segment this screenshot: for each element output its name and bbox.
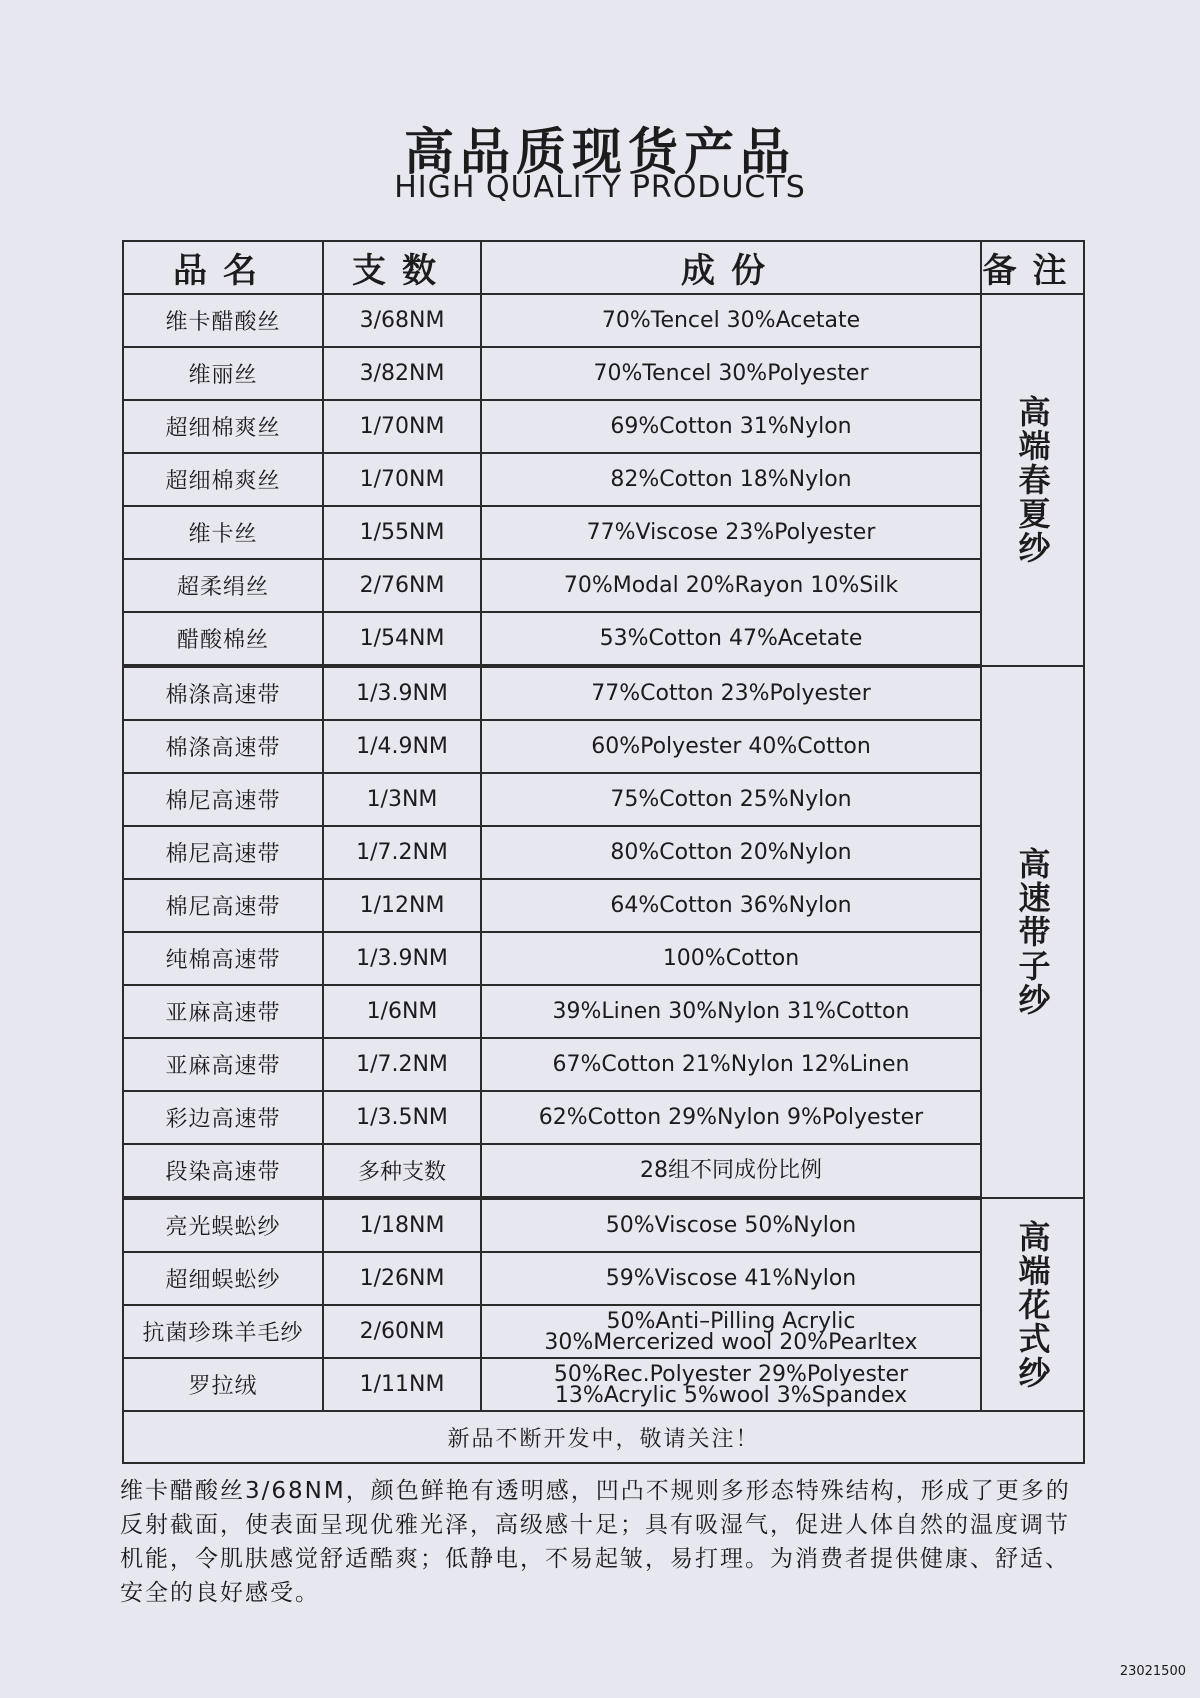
composition: 70%Tencel 30%Polyester bbox=[481, 347, 981, 400]
yarn-count: 1/3NM bbox=[323, 773, 481, 826]
table-row bbox=[123, 985, 1084, 1038]
product-name: 维卡丝 bbox=[123, 506, 323, 559]
table-row bbox=[123, 506, 1084, 559]
product-table bbox=[122, 240, 1085, 1464]
composition: 70%Tencel 30%Acetate bbox=[481, 294, 981, 347]
product-name: 棉涤高速带 bbox=[123, 720, 323, 773]
table-row bbox=[123, 932, 1084, 985]
group-note: 高端春夏纱 bbox=[981, 294, 1084, 666]
table-row bbox=[123, 1091, 1084, 1144]
composition bbox=[481, 1305, 981, 1358]
catalog-code: 23021500 bbox=[1119, 1664, 1186, 1679]
product-description: 维卡醋酸丝3/68NM，颜色鲜艳有透明感，凹凸不规则多形态特殊结构，形成了更多的反射截面，使表面呈现优雅光泽，高级感十足；具有吸湿气，促进人体自然的温度调节机能，令肌肤感觉舒适酷爽；低静电，不易起皱，易打理。为消费者提供健康、舒适、安全的良好感受。 bbox=[120, 1478, 1071, 1606]
product-name: 亮光蜈蚣纱 bbox=[123, 1198, 323, 1252]
table-row bbox=[123, 453, 1084, 506]
product-name: 抗菌珍珠羊毛纱 bbox=[123, 1305, 323, 1358]
page-subtitle: HIGH QUALITY PRODUCTS bbox=[394, 170, 806, 205]
yarn-count: 多种支数 bbox=[323, 1144, 481, 1198]
table-row bbox=[123, 1305, 1084, 1358]
table-body bbox=[123, 294, 1084, 1411]
yarn-count: 1/7.2NM bbox=[323, 826, 481, 879]
composition: 53%Cotton 47%Acetate bbox=[481, 612, 981, 666]
composition: 70%Modal 20%Rayon 10%Silk bbox=[481, 559, 981, 612]
table-row bbox=[123, 666, 1084, 720]
yarn-count: 1/70NM bbox=[323, 453, 481, 506]
table-row bbox=[123, 1358, 1084, 1411]
column-header: 支数 bbox=[323, 241, 481, 294]
yarn-count: 1/54NM bbox=[323, 612, 481, 666]
column-header: 品名 bbox=[123, 241, 323, 294]
table-row bbox=[123, 1144, 1084, 1198]
column-header: 成份 bbox=[481, 241, 981, 294]
yarn-count: 1/55NM bbox=[323, 506, 481, 559]
product-name: 棉尼高速带 bbox=[123, 879, 323, 932]
composition: 75%Cotton 25%Nylon bbox=[481, 773, 981, 826]
table-row bbox=[123, 720, 1084, 773]
product-name: 棉尼高速带 bbox=[123, 826, 323, 879]
composition bbox=[481, 1358, 981, 1411]
composition-line: 30%Mercerized wool 20%Pearltex bbox=[544, 1329, 918, 1355]
yarn-count: 1/11NM bbox=[323, 1358, 481, 1411]
table-footer-row bbox=[123, 1411, 1084, 1463]
product-name: 罗拉绒 bbox=[123, 1358, 323, 1411]
product-name: 彩边高速带 bbox=[123, 1091, 323, 1144]
yarn-count: 1/12NM bbox=[323, 879, 481, 932]
yarn-count: 1/26NM bbox=[323, 1252, 481, 1305]
table-row bbox=[123, 879, 1084, 932]
column-header: 备注 bbox=[981, 241, 1084, 294]
table-row bbox=[123, 559, 1084, 612]
yarn-count: 1/6NM bbox=[323, 985, 481, 1038]
product-name: 棉涤高速带 bbox=[123, 666, 323, 720]
composition: 59%Viscose 41%Nylon bbox=[481, 1252, 981, 1305]
yarn-count: 2/76NM bbox=[323, 559, 481, 612]
composition: 39%Linen 30%Nylon 31%Cotton bbox=[481, 985, 981, 1038]
product-name: 超细蜈蚣纱 bbox=[123, 1252, 323, 1305]
composition: 80%Cotton 20%Nylon bbox=[481, 826, 981, 879]
yarn-count: 1/3.5NM bbox=[323, 1091, 481, 1144]
product-name: 段染高速带 bbox=[123, 1144, 323, 1198]
composition: 77%Cotton 23%Polyester bbox=[481, 666, 981, 720]
group-note: 高端花式纱 bbox=[981, 1198, 1084, 1411]
footer-note: 新品不断开发中，敬请关注！ bbox=[123, 1411, 1084, 1463]
table-row bbox=[123, 400, 1084, 453]
composition-line: 13%Acrylic 5%wool 3%Spandex bbox=[554, 1382, 908, 1408]
group-note: 高速带子纱 bbox=[981, 666, 1084, 1198]
product-name: 维丽丝 bbox=[123, 347, 323, 400]
product-name: 超柔绢丝 bbox=[123, 559, 323, 612]
product-name: 亚麻高速带 bbox=[123, 1038, 323, 1091]
composition: 77%Viscose 23%Polyester bbox=[481, 506, 981, 559]
composition: 60%Polyester 40%Cotton bbox=[481, 720, 981, 773]
composition: 67%Cotton 21%Nylon 12%Linen bbox=[481, 1038, 981, 1091]
table-row bbox=[123, 1198, 1084, 1252]
yarn-count: 1/18NM bbox=[323, 1198, 481, 1252]
table-row bbox=[123, 773, 1084, 826]
composition-line: 50%Anti–Pilling Acrylic bbox=[606, 1308, 856, 1334]
composition: 82%Cotton 18%Nylon bbox=[481, 453, 981, 506]
table-row bbox=[123, 1038, 1084, 1091]
composition: 28组不同成份比例 bbox=[481, 1144, 981, 1198]
yarn-count: 3/68NM bbox=[323, 294, 481, 347]
product-name: 亚麻高速带 bbox=[123, 985, 323, 1038]
composition-line: 50%Rec.Polyester 29%Polyester bbox=[553, 1361, 909, 1387]
yarn-count: 1/7.2NM bbox=[323, 1038, 481, 1091]
yarn-count: 3/82NM bbox=[323, 347, 481, 400]
product-name: 超细棉爽丝 bbox=[123, 400, 323, 453]
table-header-row bbox=[123, 241, 1084, 294]
table-row bbox=[123, 294, 1084, 347]
table-row bbox=[123, 612, 1084, 666]
product-name: 纯棉高速带 bbox=[123, 932, 323, 985]
composition: 69%Cotton 31%Nylon bbox=[481, 400, 981, 453]
product-name: 醋酸棉丝 bbox=[123, 612, 323, 666]
composition: 50%Viscose 50%Nylon bbox=[481, 1198, 981, 1252]
yarn-count: 1/3.9NM bbox=[323, 932, 481, 985]
yarn-count: 1/3.9NM bbox=[323, 666, 481, 720]
table-row bbox=[123, 347, 1084, 400]
product-name: 超细棉爽丝 bbox=[123, 453, 323, 506]
composition: 62%Cotton 29%Nylon 9%Polyester bbox=[481, 1091, 981, 1144]
product-name: 棉尼高速带 bbox=[123, 773, 323, 826]
table-row bbox=[123, 1252, 1084, 1305]
yarn-count: 1/4.9NM bbox=[323, 720, 481, 773]
composition: 100%Cotton bbox=[481, 932, 981, 985]
product-name: 维卡醋酸丝 bbox=[123, 294, 323, 347]
table-row bbox=[123, 826, 1084, 879]
page-title: 高品质现货产品 bbox=[404, 123, 796, 181]
yarn-count: 1/70NM bbox=[323, 400, 481, 453]
composition: 64%Cotton 36%Nylon bbox=[481, 879, 981, 932]
yarn-count: 2/60NM bbox=[323, 1305, 481, 1358]
